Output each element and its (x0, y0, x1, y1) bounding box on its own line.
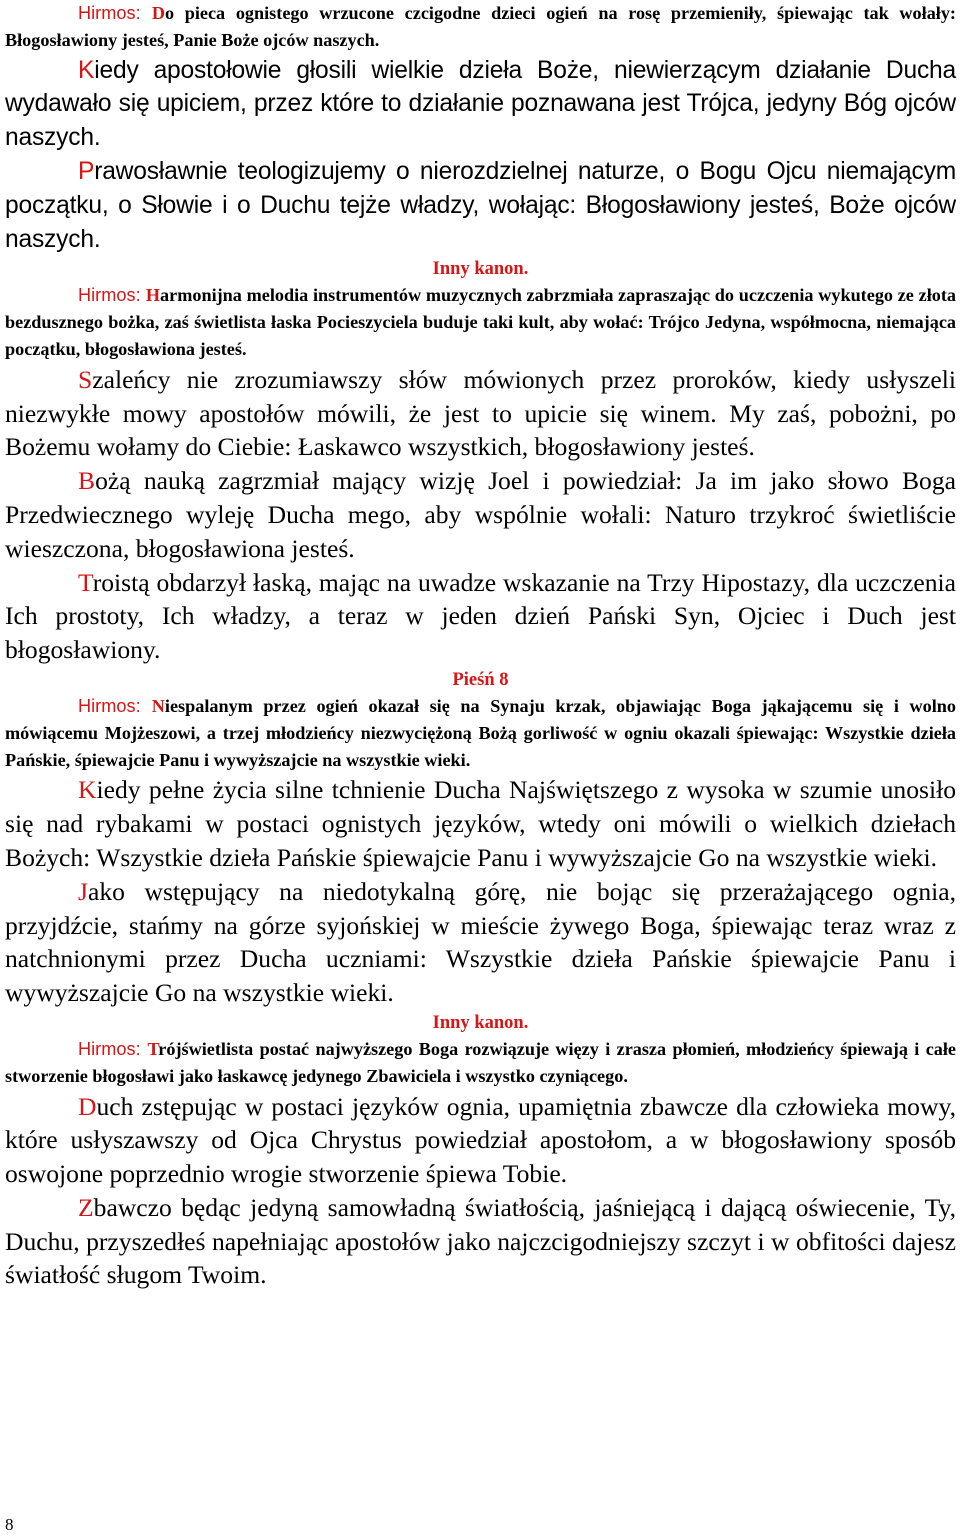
troparion-paragraph (5, 875, 956, 1010)
hirmos-label: Hirmos: (78, 285, 146, 306)
section-heading: Inny kanon. (432, 259, 529, 280)
troparion-paragraph (5, 1090, 956, 1191)
hirmos-paragraph (5, 0, 956, 54)
initial-letter: S (78, 364, 93, 394)
paragraph-text: armonijna melodia instrumentów muzycznych zabrzmiała zapraszając do uczczenia wykutego ze złota bezdusznego bożka, zaś świetlista łaska Pocieszyciela buduje taki kult, aby wołać: Trójco Jedyna, współmocna, niemająca początku, błogosławiona jesteś. (5, 285, 956, 359)
troparion-paragraph (5, 1191, 956, 1292)
hirmos-paragraph (5, 693, 956, 773)
initial-letter: J (78, 876, 88, 906)
hirmos-paragraph (5, 282, 956, 362)
initial-letter: D (151, 3, 165, 23)
paragraph-text: o pieca ognistego wrzucone czcigodne dzieci ogień na rosę przemieniły, śpiewając tak wołały: Błogosławiony jesteś, Panie Boże ojców naszych. (5, 3, 956, 50)
page-number: 8 (5, 1515, 14, 1534)
troparion-paragraph (5, 155, 956, 256)
initial-letter: D (78, 1091, 97, 1121)
troparion-paragraph (5, 773, 956, 874)
hirmos-label: Hirmos: (78, 3, 152, 23)
hirmos-paragraph (5, 1036, 956, 1090)
section-heading: Inny kanon. (432, 1012, 529, 1033)
paragraph-text: iedy apostołowie głosili wielkie dzieła Boże, niewierzącym działanie Ducha wydawało się upiciem, przez które to działanie poznawana jest Trójca, jedyny Bóg ojców naszych. (5, 56, 956, 152)
initial-letter: K (78, 775, 97, 805)
paragraph-text: iedy pełne życia silne tchnienie Ducha Najświętszego z wysoka w szumie unosiło się nad rybakami w postaci ognistych języków, wtedy oni mówili o wielkich dziełach Bożych: Wszystkie dzieła Pańskie śpiewajcie Panu i wywyższajcie Go na wszystkie wieki. (5, 775, 956, 872)
initial-letter: B (78, 466, 96, 496)
initial-letter: N (151, 695, 165, 716)
troparion-paragraph (5, 464, 956, 565)
paragraph-text: ako wstępujący na niedotykalną górę, nie bojąc się przerażającego ognia, przyjdźcie, stańmy na górze syjońskiej w mieście żywego Boga, śpiewając teraz wraz z natchnionymi przez Ducha uczniami: Wszystkie dzieła Pańskie śpiewajcie Panu i wywyższajcie Go na wszystkie wieki. (5, 876, 956, 1008)
initial-letter: K (78, 56, 95, 84)
paragraph-text: bawczo będąc jedyną samowładną światłością, jaśniejącą i dającą oświecenie, Ty, Duchu, przyszedłeś napełniając apostołów jako najczcigodniejszy szczyt i w obfitości dajesz światłość sługom Twoim. (5, 1192, 956, 1290)
paragraph-text: rawosławnie teologizujemy o nierozdzielnej naturze, o Bogu Ojcu niemającym początku, o Słowie i o Duchu tejże władzy, wołając: Błogosławiony jesteś, Boże ojców naszych. (5, 157, 956, 253)
paragraph-text: zaleńcy nie zrozumiawszy słów mówionych przez proroków, kiedy usłyszeli niezwykłe mowy apostołów mówili, że jest to upicie się winem. My zaś, pobożni, po Bożemu wołamy do Ciebie: Łaskawco wszystkich, błogosławiony jesteś. (5, 364, 956, 462)
hirmos-label: Hirmos: (78, 695, 152, 716)
troparion-paragraph (5, 363, 956, 464)
initial-letter: H (145, 285, 161, 306)
initial-letter: P (78, 157, 95, 185)
paragraph-text: ożą nauką zagrzmiał mający wizję Joel i powiedział: Ja im jako słowo Boga Przedwiecznego wyleję Ducha mego, aby wspólnie wołali: Naturo trzykroć świetliście wieszczona, błogosławiona jesteś. (5, 466, 956, 563)
paragraph-text: iespalanym przez ogień okazał się na Synaju krzak, objawiając Boga jąkającemu się i wolno mówiącemu Mojżeszowi, a trzej młodzieńcy niezwyciężoną Bożą gorliwość w ogniu okazali śpiewając: Wszystkie dzieła Pańskie, śpiewajcie Panu i wywyższajcie na wszystkie wieki. (5, 695, 957, 770)
paragraph-text: rójświetlista postać najwyższego Boga rozwiązuje więzy i zrasza płomień, młodzieńcy śpiewają i całe stworzenie błogosławi jako łaskawcę jedynego Zbawiciela i wszystko czyniącego. (5, 1038, 957, 1086)
paragraph-text: roistą obdarzył łaską, mając na uwadze wskazanie na Trzy Hipostazy, dla uczczenia Ich prostoty, Ich władzy, a teraz w jeden dzień Pański Syn, Ojciec i Duch jest błogosławiony. (5, 567, 956, 665)
paragraph-text: uch zstępując w postaci języków ognia, upamiętnia zbawcze dla człowieka mowy, które usłyszawszy od Ojca Chrystus powiedział apostołom, a w błogosławiony sposób oswojone poprzednio wrogie stworzenie śpiewa Tobie. (5, 1091, 956, 1189)
initial-letter: T (78, 567, 93, 597)
troparion-paragraph (5, 566, 956, 667)
document-page (5, 0, 956, 1292)
initial-letter: Z (78, 1192, 94, 1222)
section-heading: Pieśń 8 (452, 669, 509, 690)
hirmos-label: Hirmos: (78, 1038, 148, 1059)
initial-letter: T (147, 1038, 159, 1059)
troparion-paragraph (5, 54, 956, 155)
